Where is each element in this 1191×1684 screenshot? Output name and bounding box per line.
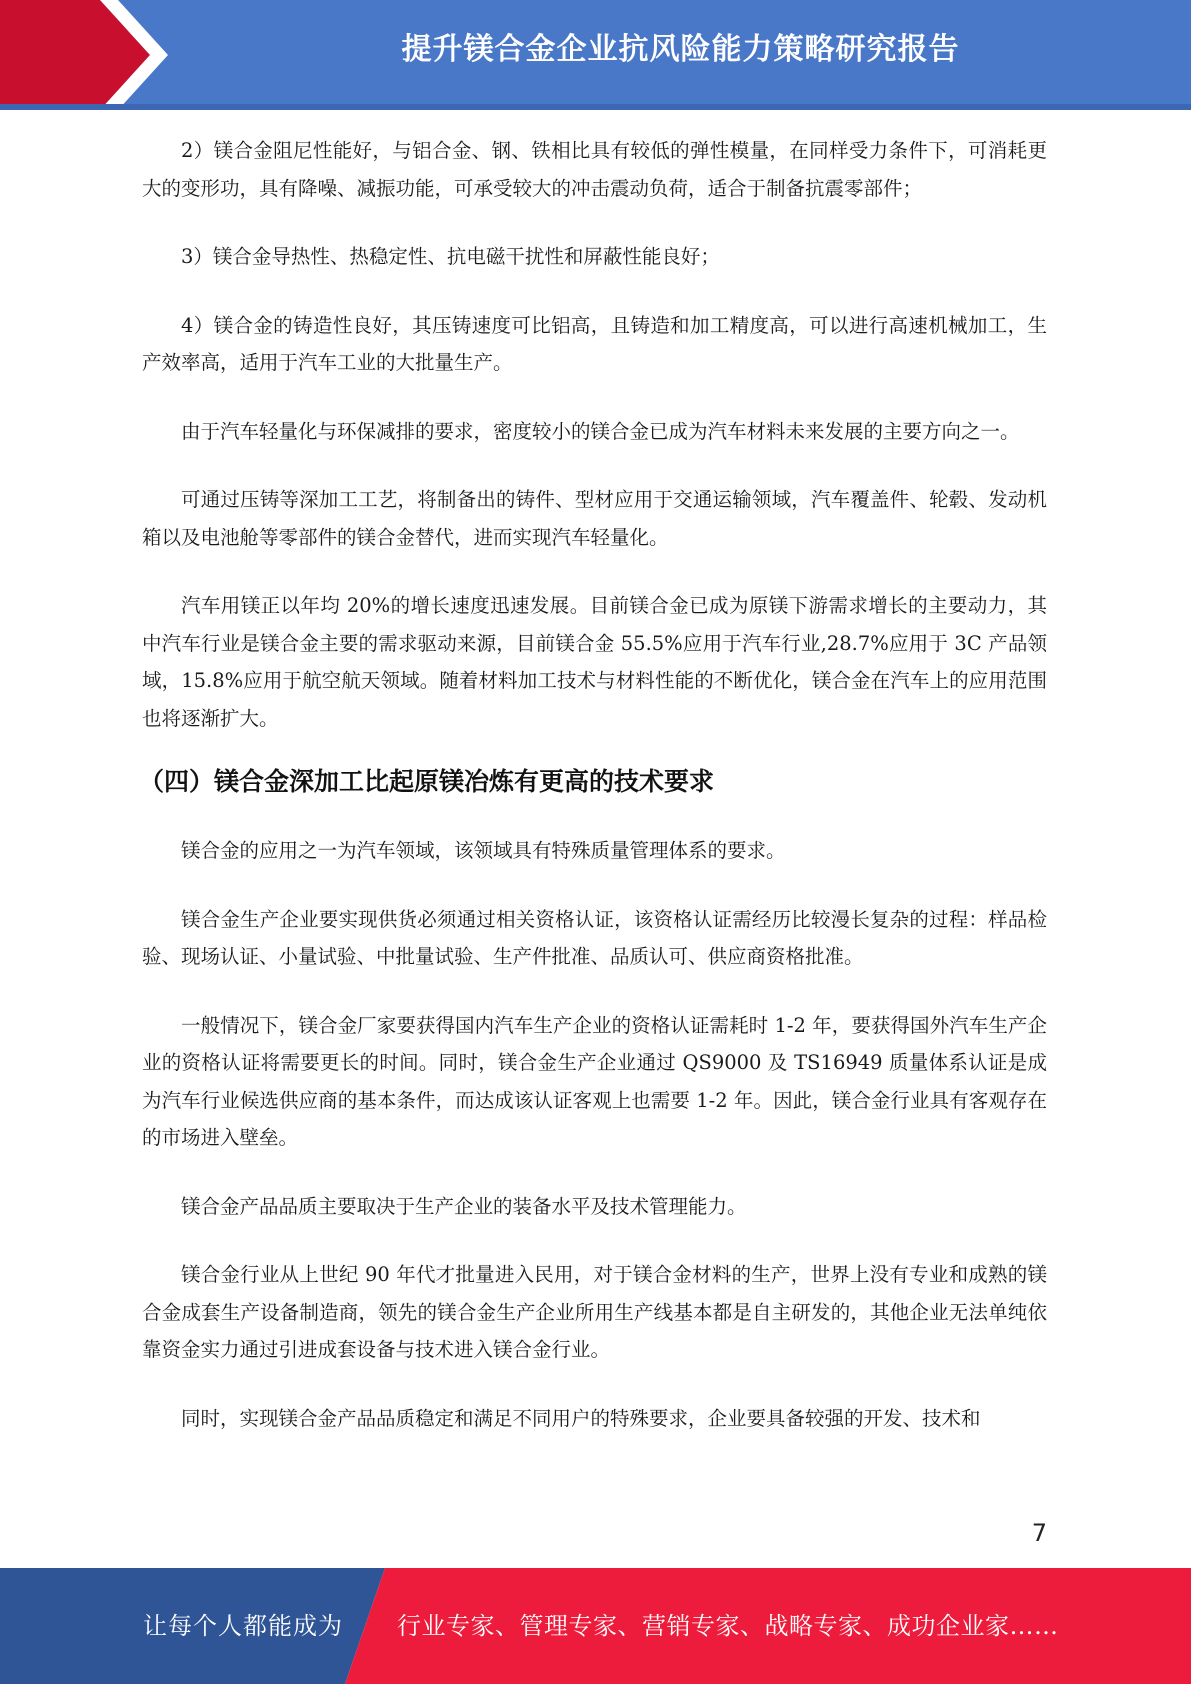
header-banner bbox=[0, 0, 1191, 110]
header-bottom-edge bbox=[0, 104, 1191, 110]
footer-banner bbox=[0, 1568, 1191, 1684]
paragraph: 3）镁合金导热性、热稳定性、抗电磁干扰性和屏蔽性能良好； bbox=[181, 245, 720, 268]
paragraph: 2）镁合金阻尼性能好，与铝合金、钢、铁相比具有较低的弹性模量，在同样受力条件下，可消耗更大的变形功，具有降噪、减振功能，可承受较大的冲击震动负荷，适合于制备抗震零部件； bbox=[142, 139, 1047, 200]
footer-slogan-right: 行业专家、管理专家、营销专家、战略专家、成功企业家…… bbox=[397, 1612, 1059, 1640]
page-number: 7 bbox=[1031, 1519, 1047, 1547]
paragraph: 镁合金的应用之一为汽车领域，该领域具有特殊质量管理体系的要求。 bbox=[181, 839, 786, 862]
document-title: 提升镁合金企业抗风险能力策略研究报告 bbox=[401, 32, 960, 67]
paragraph: 汽车用镁正以年均 20%的增长速度迅速发展。目前镁合金已成为原镁下游需求增长的主要动力，其中汽车行业是镁合金主要的需求驱动来源，目前镁合金 55.5%应用于汽车行业,28.7%应用于 3C 产品领域，15.8%应用于航空航天领域。随着材料加工技术与材料性能的不断优化，镁合金在汽车上的应用范围也将逐渐扩大。 bbox=[142, 594, 1047, 730]
paragraph: 可通过压铸等深加工工艺，将制备出的铸件、型材应用于交通运输领域，汽车覆盖件、轮毂、发动机箱以及电池舱等零部件的镁合金替代，进而实现汽车轻量化。 bbox=[142, 488, 1047, 549]
paragraph: 由于汽车轻量化与环保减排的要求，密度较小的镁合金已成为汽车材料未来发展的主要方向之一。 bbox=[181, 419, 1020, 443]
section-heading: （四）镁合金深加工比起原镁冶炼有更高的技术要求 bbox=[139, 767, 715, 796]
paragraph: 镁合金行业从上世纪 90 年代才批量进入民用，对于镁合金材料的生产，世界上没有专业和成熟的镁合金成套生产设备制造商，领先的镁合金生产企业所用生产线基本都是自主研发的，其他企业无法单纯依靠资金实力通过引进成套设备与技术进入镁合金行业。 bbox=[142, 1263, 1047, 1361]
document-body bbox=[139, 132, 1047, 1468]
paragraph: 同时，实现镁合金产品品质稳定和满足不同用户的特殊要求，企业要具备较强的开发、技术和 bbox=[181, 1406, 981, 1430]
paragraph: 镁合金生产企业要实现供货必须通过相关资格认证，该资格认证需经历比较漫长复杂的过程：样品检验、现场认证、小量试验、中批量试验、生产件批准、品质认可、供应商资格批准。 bbox=[142, 907, 1047, 968]
footer-slogan-left: 让每个人都能成为 bbox=[143, 1612, 343, 1640]
paragraph: 4）镁合金的铸造性良好，其压铸速度可比铝高，且铸造和加工精度高，可以进行高速机械加工，生产效率高，适用于汽车工业的大批量生产。 bbox=[142, 313, 1047, 374]
paragraph: 镁合金产品品质主要取决于生产企业的装备水平及技术管理能力。 bbox=[181, 1194, 747, 1218]
paragraph: 一般情况下，镁合金厂家要获得国内汽车生产企业的资格认证需耗时 1-2 年，要获得国外汽车生产企业的资格认证将需要更长的时间。同时，镁合金生产企业通过 QS9000 及 TS16949 质量体系认证是成为汽车行业候选供应商的基本条件，而达成该认证客观上也需要 1-2 年。因此，镁合金行业具有客观存在的市场进入壁垒。 bbox=[142, 1013, 1047, 1149]
